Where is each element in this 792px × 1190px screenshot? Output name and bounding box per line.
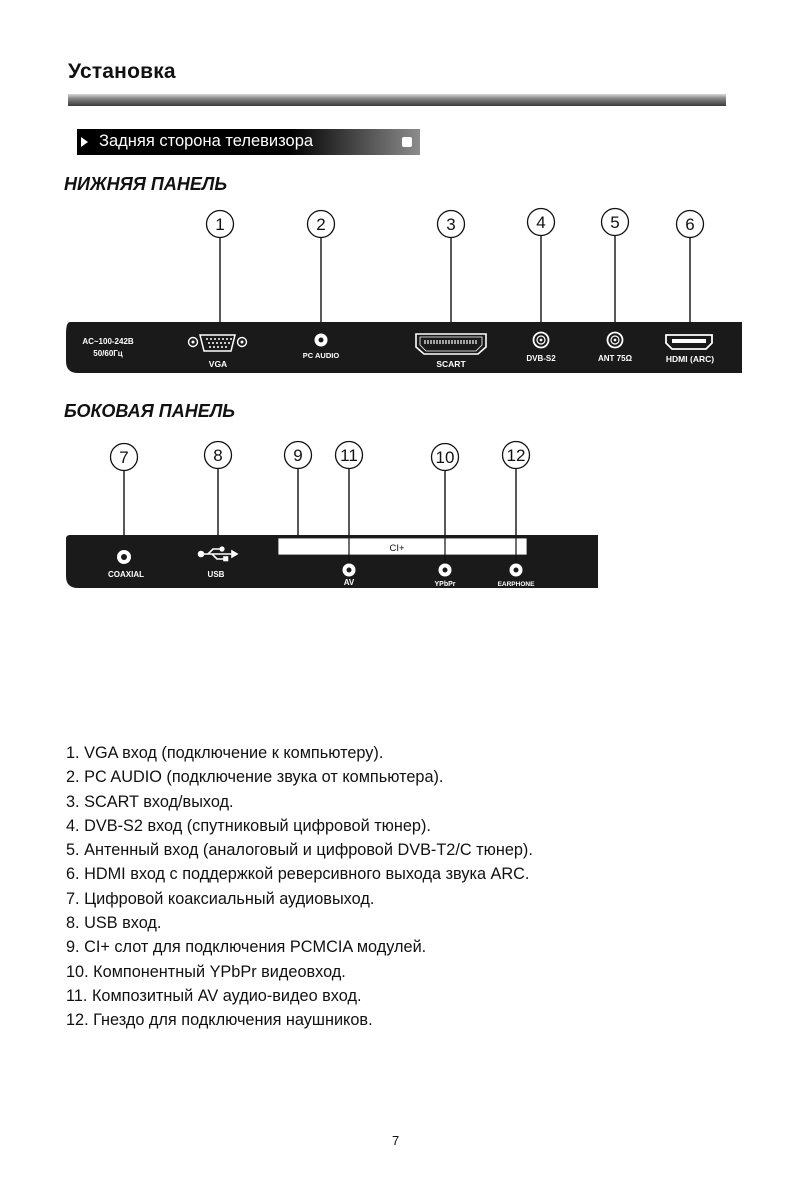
bottom-panel-heading: НИЖНЯЯ ПАНЕЛЬ [64, 174, 228, 194]
av-label: AV [343, 578, 355, 587]
pc-audio-label: PC AUDIO [302, 351, 340, 360]
antenna-label: ANT 75Ω [598, 354, 632, 363]
list-item: 7. Цифровой коаксиальный аудиовыход. [66, 889, 375, 908]
hdmi-label: HDMI (ARC) [665, 354, 715, 364]
callout-number-4: 4 [536, 213, 546, 232]
side-panel-diagram [0, 420, 792, 610]
list-item: 5. Антенный вход (аналоговый и цифровой DVB-T2/C тюнер). [66, 841, 533, 860]
dvb-s2-connector-icon [534, 333, 549, 348]
list-item: 8. USB вход. [66, 914, 162, 933]
bottom-panel-diagram [0, 0, 792, 400]
ypbpr-label: YPbPr [434, 581, 456, 588]
callout-number-8: 8 [213, 446, 223, 465]
power-rating-text: AC~100-242В [82, 337, 134, 346]
list-item: 1. VGA вход (подключение к компьютеру). [66, 744, 384, 762]
page-number: 7 [392, 1133, 400, 1148]
vga-label: VGA [208, 359, 228, 369]
callout-number-10: 10 [435, 448, 455, 467]
power-frequency-text: 50/60Гц [93, 349, 123, 358]
scart-port-icon [416, 334, 486, 354]
callout-number-3: 3 [446, 215, 456, 234]
section-label: Задняя сторона телевизора [99, 132, 314, 150]
coaxial-label: COAXIAL [108, 570, 144, 579]
connector-description-list [66, 741, 533, 1033]
list-item: 6. HDMI вход с поддержкой реверсивного выхода звука ARC. [66, 865, 530, 884]
antenna-connector-icon [608, 333, 623, 348]
list-item: 11. Композитный AV аудио-видео вход. [66, 986, 362, 1005]
ci-slot-label: CI+ [389, 543, 405, 554]
callout-number-11: 11 [340, 446, 358, 465]
dvb-s2-label: DVB-S2 [526, 354, 556, 363]
list-item: 4. DVB-S2 вход (спутниковый цифровой тюнер). [66, 816, 431, 835]
callout-number-6: 6 [685, 215, 695, 234]
callout-number-12: 12 [506, 446, 526, 465]
coaxial-jack-icon [117, 550, 131, 564]
earphone-label: EARPHONE [497, 581, 535, 588]
hdmi-port-icon [666, 335, 712, 349]
usb-label: USB [207, 570, 225, 579]
pc-audio-jack-icon [315, 334, 328, 347]
list-item: 10. Компонентный YPbPr видеовход. [66, 962, 346, 981]
list-item: 3. SCART вход/выход. [66, 792, 234, 811]
page-title: Установка [68, 60, 176, 83]
list-item: 12. Гнездо для подключения наушников. [66, 1011, 373, 1030]
scart-label: SCART [436, 359, 466, 369]
earphone-jack-icon [510, 564, 523, 577]
callout-number-7: 7 [119, 448, 129, 467]
list-item: 2. PC AUDIO (подключение звука от компьютера). [66, 768, 444, 787]
ypbpr-jack-icon [439, 564, 452, 577]
av-jack-icon [343, 564, 356, 577]
bottom-panel-body [66, 322, 742, 373]
callout-number-1: 1 [215, 215, 225, 234]
callout-number-5: 5 [610, 213, 620, 232]
callout-number-9: 9 [293, 446, 303, 465]
callout-number-2: 2 [316, 215, 326, 234]
list-item: 9. CI+ слот для подключения PCMCIA модулей. [66, 938, 427, 957]
side-panel-heading: БОКОВАЯ ПАНЕЛЬ [64, 401, 236, 421]
